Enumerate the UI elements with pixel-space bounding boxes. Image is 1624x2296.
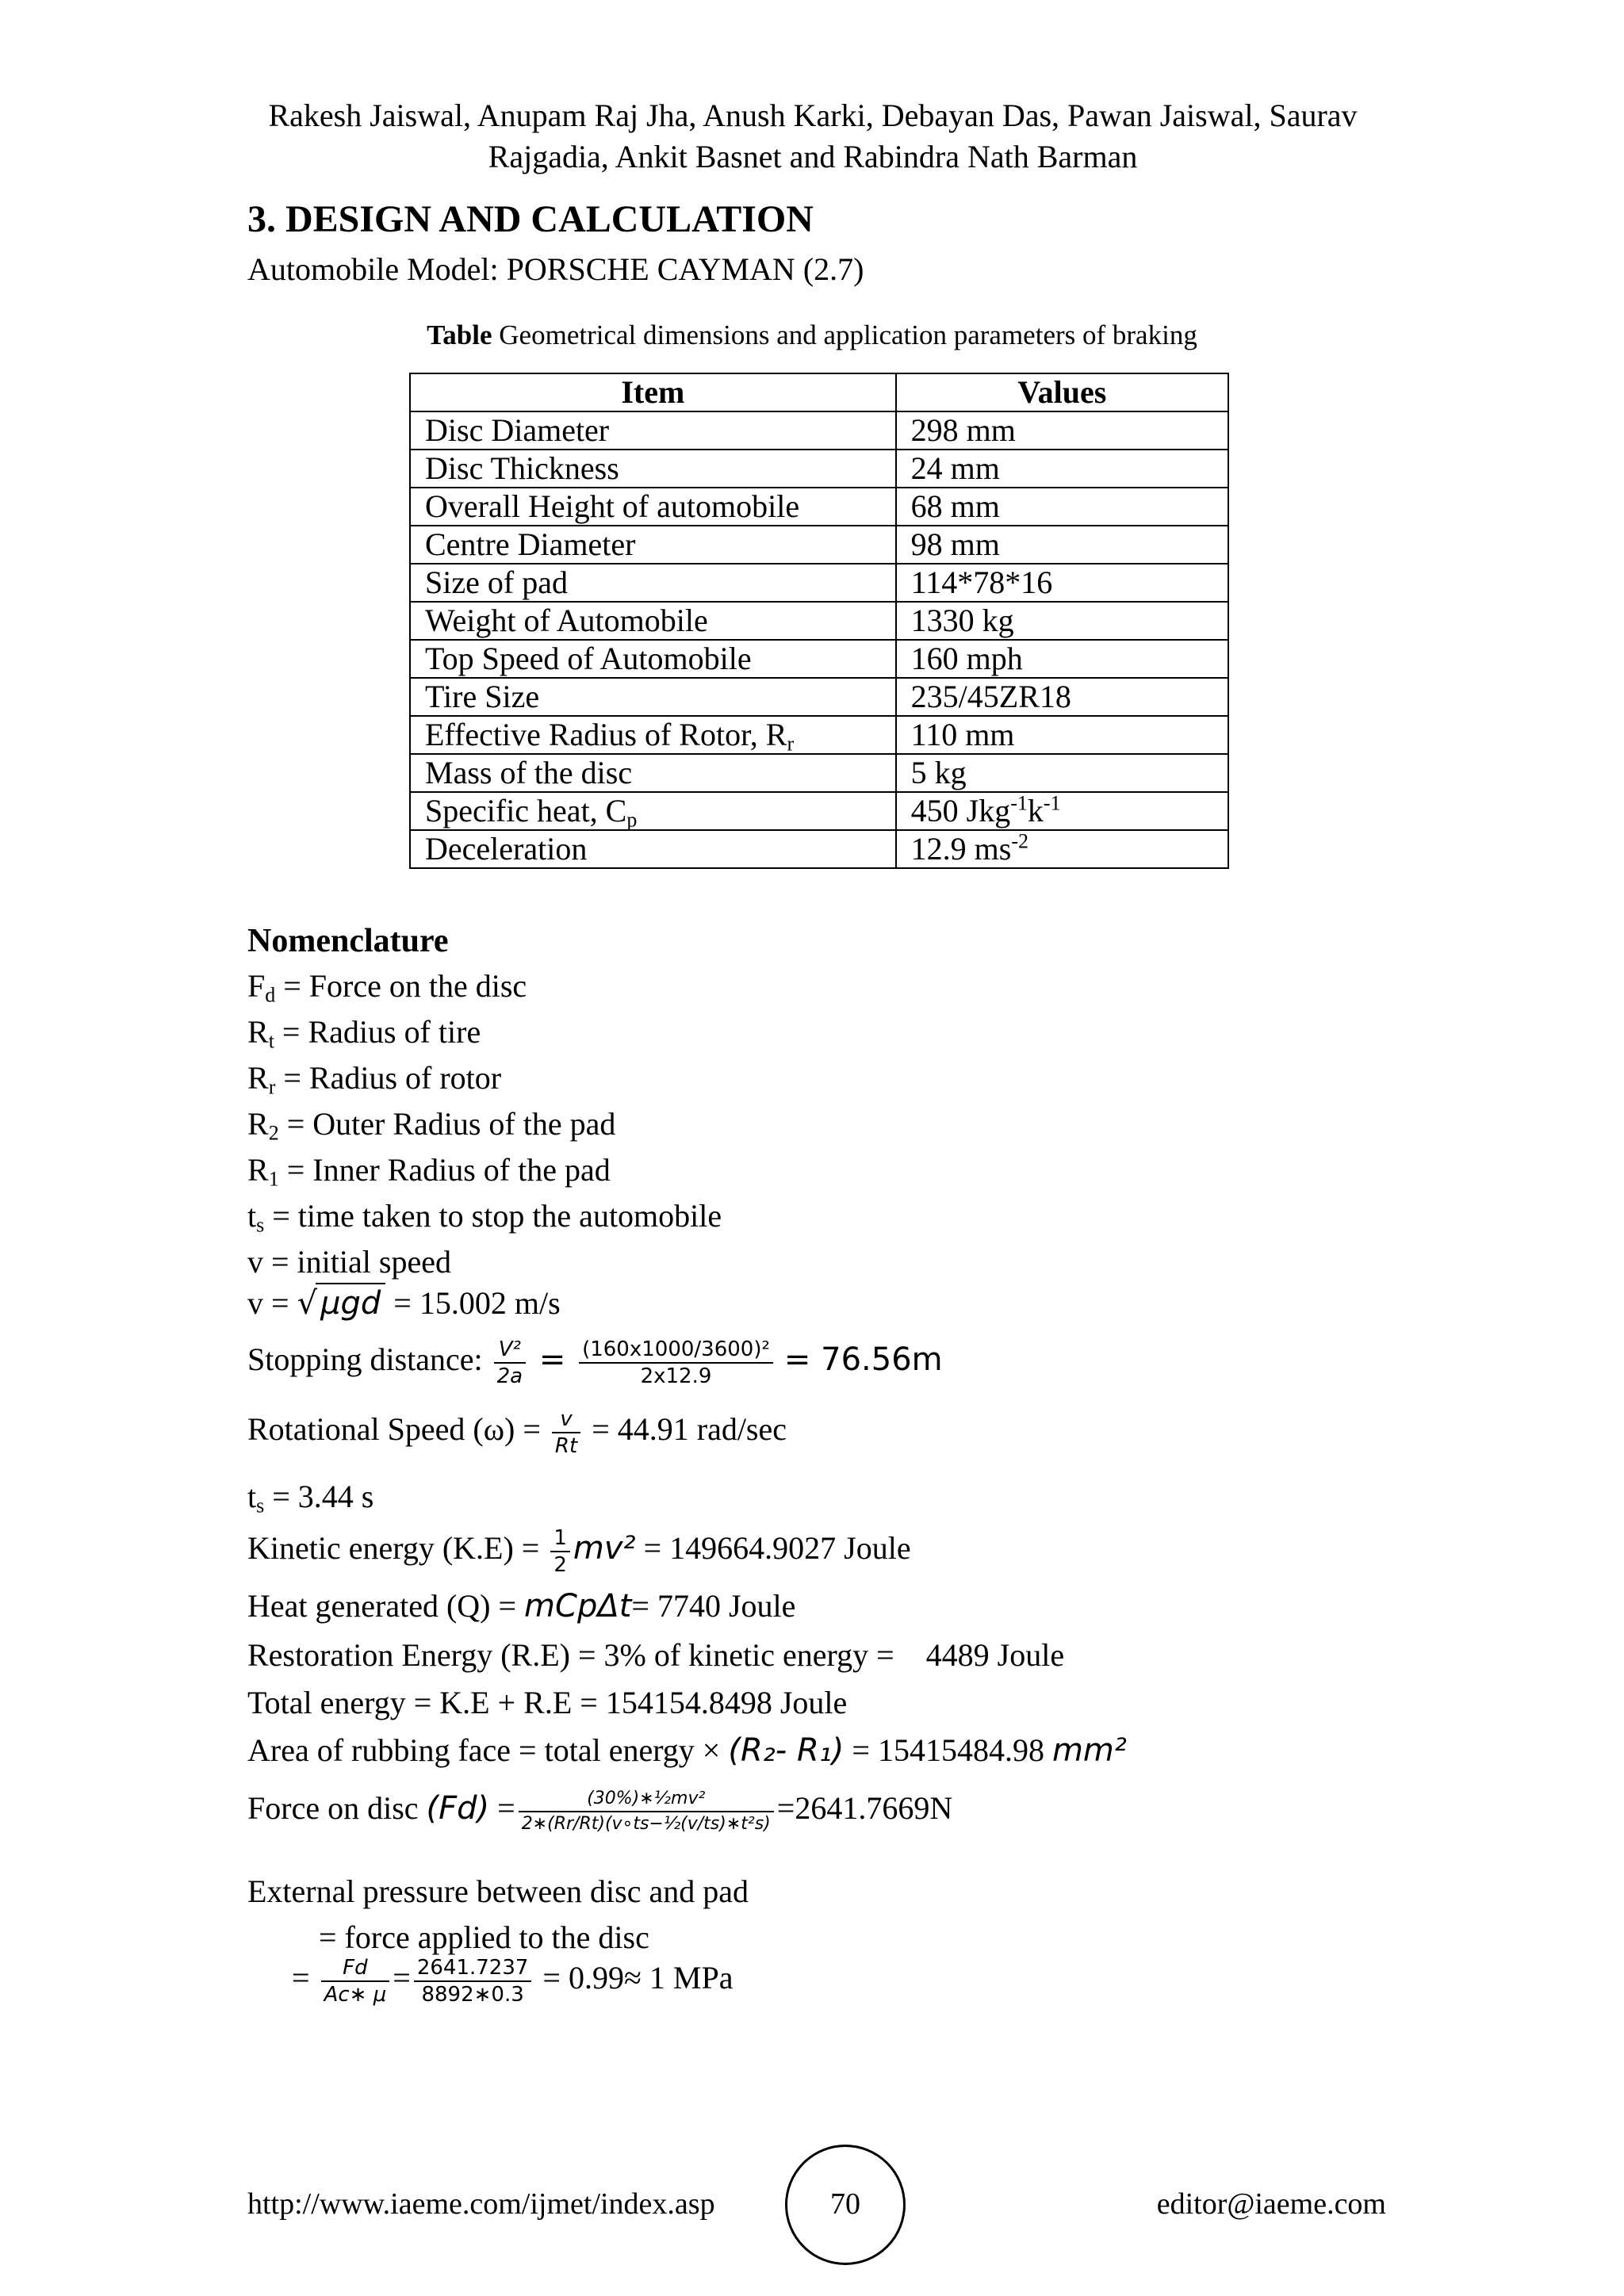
table-cell-value	[896, 564, 1228, 602]
section-title: 3. DESIGN AND CALCULATION	[247, 198, 814, 240]
table-cell-item	[410, 792, 896, 830]
v-prefix: v =	[247, 1285, 297, 1321]
nomenclature-item	[247, 1105, 615, 1143]
item-text: Disc Diameter	[425, 412, 610, 448]
heat-result: = 7740 Joule	[631, 1588, 796, 1624]
value-superscript: -1	[1043, 791, 1061, 815]
item-text: Effective Radius of Rotor, R	[425, 717, 787, 752]
authors-line-2: Rajgadia, Ankit Basnet and Rabindra Nath Barman	[488, 139, 1138, 174]
area-expression: (R₂- R₁)	[728, 1732, 845, 1769]
nomenclature-title: Nomenclature	[247, 923, 449, 959]
rot-label: Rotational Speed (ω) =	[247, 1411, 549, 1448]
table-cell-item	[410, 602, 896, 640]
nomenclature-item	[247, 1013, 481, 1051]
automobile-model: Automobile Model: PORSCHE CAYMAN (2.7)	[247, 251, 864, 287]
stop-num-1: V²	[494, 1337, 526, 1364]
nomenclature-definition: = time taken to stop the automobile	[264, 1198, 722, 1234]
pressure-fraction-1	[321, 1955, 390, 2007]
table-row	[410, 411, 1228, 450]
sqrt-symbol: √	[297, 1285, 318, 1322]
nomenclature-definition: = Radius of tire	[274, 1014, 481, 1050]
dimensions-table	[409, 373, 1229, 869]
ts-value: = 3.44 s	[264, 1479, 374, 1514]
force-result: =2641.7669N	[776, 1790, 953, 1827]
table-header-item: Item	[410, 373, 896, 411]
stop-fraction-2	[579, 1337, 773, 1389]
table-cell-item	[410, 640, 896, 678]
stop-den-2: 2x12.9	[640, 1364, 712, 1388]
stopping-time	[247, 1478, 373, 1516]
nomenclature-symbol: F	[247, 968, 266, 1004]
table-header-row	[410, 373, 1228, 411]
table-row	[410, 678, 1228, 716]
ke-result: = 149664.9027 Joule	[635, 1530, 911, 1567]
stop-result: = 76.56m	[783, 1341, 943, 1379]
pressure-result: = 0.99≈ 1 MPa	[534, 1960, 733, 1996]
item-text: Tire Size	[425, 679, 540, 714]
nomenclature-definition: = Outer Radius of the pad	[278, 1106, 616, 1142]
nomenclature-subscript: s	[256, 1213, 265, 1237]
nomenclature-symbol: R	[247, 1014, 269, 1050]
value-text: 114*78*16	[910, 564, 1053, 600]
ke-num: 1	[550, 1525, 570, 1552]
nomenclature-symbol: R	[247, 1106, 269, 1142]
ke-fraction	[550, 1525, 570, 1578]
value-superscript: -2	[1011, 829, 1029, 853]
force-eq: =	[489, 1790, 515, 1827]
table-cell-item	[410, 526, 896, 564]
value-text: 68 mm	[910, 488, 1000, 524]
initial-speed-equation	[247, 1283, 561, 1322]
table-row	[410, 830, 1228, 868]
table-row	[410, 792, 1228, 830]
ts-subscript: s	[256, 1494, 265, 1517]
table-cell-value	[896, 754, 1228, 792]
table-row	[410, 716, 1228, 754]
external-pressure-equation: = $\frac{Fd}{Ac∗ \mu}$ = $\frac{2641.7237}{8892∗0.3}$ = 0.99≈ 1 MPa	[292, 1956, 733, 2007]
rot-fraction	[552, 1406, 580, 1459]
rot-num: v	[552, 1406, 580, 1433]
item-text: Deceleration	[425, 831, 588, 867]
value-text: 24 mm	[910, 450, 1000, 486]
table-cell-value	[896, 678, 1228, 716]
sqrt-content: μgd	[316, 1283, 385, 1322]
table-cell-value	[896, 411, 1228, 450]
nomenclature-subscript: 1	[268, 1167, 279, 1191]
table-cell-item	[410, 830, 896, 868]
table-cell-item	[410, 754, 896, 792]
value-text: 298 mm	[910, 412, 1016, 448]
external-pressure-line-1: External pressure between disc and pad	[247, 1873, 749, 1909]
rubbing-area-equation	[247, 1732, 1127, 1770]
item-text: Centre Diameter	[425, 526, 636, 562]
table-cell-item	[410, 564, 896, 602]
table-caption-label: Table	[427, 320, 492, 350]
item-subscript: r	[787, 732, 795, 756]
authors-line-1: Rakesh Jaiswal, Anupam Raj Jha, Anush Karki, Debayan Das, Pawan Jaiswal, Saurav	[268, 98, 1358, 133]
nomenclature-item	[247, 967, 527, 1005]
rot-result: = 44.91 rad/sec	[584, 1411, 787, 1448]
value-text: 235/45ZR18	[910, 679, 1071, 714]
nomenclature-item	[247, 1151, 611, 1189]
table-cell-value	[896, 792, 1228, 830]
authors-header	[206, 95, 1419, 178]
stop-fraction-1	[494, 1337, 526, 1389]
value-text: 160 mph	[910, 641, 1023, 676]
pressure-fraction-2	[414, 1955, 532, 2007]
v-result: = 15.002 m/s	[385, 1285, 561, 1321]
table-caption-text: Geometrical dimensions and application parameters of braking	[492, 320, 1197, 350]
table-row	[410, 564, 1228, 602]
page-number: 70	[785, 2145, 906, 2265]
table-cell-value	[896, 640, 1228, 678]
stop-den-1: 2a	[496, 1364, 523, 1388]
value-text: 450 Jkg	[910, 793, 1011, 828]
footer-email[interactable]: editor@iaeme.com	[1156, 2187, 1386, 2221]
item-text: Disc Thickness	[425, 450, 619, 486]
ts-symbol: t	[247, 1479, 257, 1514]
area-unit: mm²	[1051, 1732, 1127, 1769]
value-text: 1330 kg	[910, 603, 1014, 638]
nomenclature-subscript: d	[265, 983, 276, 1007]
external-pressure-line-2: = force applied to the disc	[319, 1919, 649, 1955]
force-symbol: (Fd)	[426, 1790, 490, 1827]
heat-label: Heat generated (Q) =	[247, 1588, 525, 1624]
total-energy: Total energy = K.E + R.E = 154154.8498 Joule	[247, 1685, 848, 1720]
value-text: 5 kg	[910, 755, 967, 790]
stop-label: Stopping distance:	[247, 1341, 491, 1378]
nomenclature-subscript: r	[268, 1075, 276, 1099]
restoration-energy: Restoration Energy (R.E) = 3% of kinetic energy = 4489 Joule	[247, 1637, 1065, 1673]
table-cell-value	[896, 716, 1228, 754]
value-text: 98 mm	[910, 526, 1000, 562]
ke-label: Kinetic energy (K.E) =	[247, 1530, 548, 1567]
table-cell-item	[410, 716, 896, 754]
table-row	[410, 526, 1228, 564]
stop-num-2: (160x1000/3600)²	[579, 1337, 773, 1364]
nomenclature-definition: = initial speed	[263, 1244, 451, 1280]
pressure-num-1: Fd	[321, 1955, 390, 1982]
table-cell-value	[896, 488, 1228, 526]
table-cell-value	[896, 602, 1228, 640]
force-label: Force on disc	[247, 1790, 427, 1827]
item-text: Size of pad	[425, 564, 568, 600]
nomenclature-subscript: t	[268, 1029, 274, 1053]
item-text: Top Speed of Automobile	[425, 641, 752, 676]
table-cell-value	[896, 450, 1228, 488]
table-row	[410, 488, 1228, 526]
table-row	[410, 602, 1228, 640]
ke-den: 2	[553, 1553, 567, 1577]
table-cell-item	[410, 411, 896, 450]
value-superscript: -1	[1010, 791, 1028, 815]
ke-expression: mv²	[573, 1530, 636, 1567]
table-cell-value	[896, 526, 1228, 564]
item-text: Weight of Automobile	[425, 603, 708, 638]
table-row	[410, 450, 1228, 488]
item-text: Overall Height of automobile	[425, 488, 800, 524]
value-unit: k	[1027, 793, 1044, 828]
nomenclature-symbol: R	[247, 1060, 269, 1096]
table-cell-item	[410, 488, 896, 526]
stopping-distance-equation: Stopping distance: $\frac{\text{V²}}{2a}$ = $\frac{\text{(160x1000/3600)²}}{2x12.9}$ = 76.56m	[247, 1337, 943, 1388]
nomenclature-subscript: 2	[268, 1121, 279, 1145]
kinetic-energy-equation	[247, 1525, 911, 1578]
table-row	[410, 640, 1228, 678]
table-body	[410, 411, 1228, 868]
table-header-values: Values	[896, 373, 1228, 411]
nomenclature-item	[247, 1059, 501, 1097]
item-text: Specific heat, C	[425, 793, 627, 828]
nomenclature-definition: = Inner Radius of the pad	[278, 1152, 611, 1188]
table-row	[410, 754, 1228, 792]
heat-expression: mCpΔt	[524, 1588, 632, 1624]
force-fraction	[519, 1787, 774, 1836]
nomenclature-symbol: v	[247, 1244, 263, 1280]
nomenclature-item	[247, 1197, 722, 1235]
pressure-den-2: 8892∗0.3	[421, 1983, 524, 2007]
item-subscript: p	[626, 808, 638, 832]
nomenclature-definition: = Radius of rotor	[275, 1060, 502, 1096]
rotational-speed-equation	[247, 1406, 787, 1459]
nomenclature-symbol: t	[247, 1198, 257, 1234]
value-text: 110 mm	[910, 717, 1015, 752]
table-cell-item	[410, 450, 896, 488]
force-den: 2∗(Rr/Rt)(v∘ts−½(v/ts)∗t²s)	[521, 1814, 771, 1834]
area-result: = 15415484.98	[844, 1732, 1052, 1768]
value-text: 12.9 ms	[910, 831, 1012, 867]
nomenclature-definition: = Force on the disc	[275, 968, 527, 1004]
force-num: (30%)∗½mv²	[519, 1787, 774, 1812]
heat-generated-equation	[247, 1587, 795, 1625]
table-cell-item	[410, 678, 896, 716]
table-cell-value	[896, 830, 1228, 868]
force-on-disc-equation	[247, 1787, 952, 1836]
table-caption	[0, 319, 1624, 352]
pressure-eq: =	[292, 1960, 318, 1996]
pressure-num-2: 2641.7237	[414, 1955, 532, 1982]
item-text: Mass of the disc	[425, 755, 633, 790]
rot-den: Rt	[554, 1434, 578, 1458]
footer-url[interactable]: http://www.iaeme.com/ijmet/index.asp	[247, 2187, 715, 2221]
nomenclature-symbol: R	[247, 1152, 269, 1188]
nomenclature-item	[247, 1243, 451, 1281]
area-label: Area of rubbing face = total energy ×	[247, 1732, 729, 1768]
pressure-den-1: Ac∗ μ	[324, 1983, 387, 2007]
